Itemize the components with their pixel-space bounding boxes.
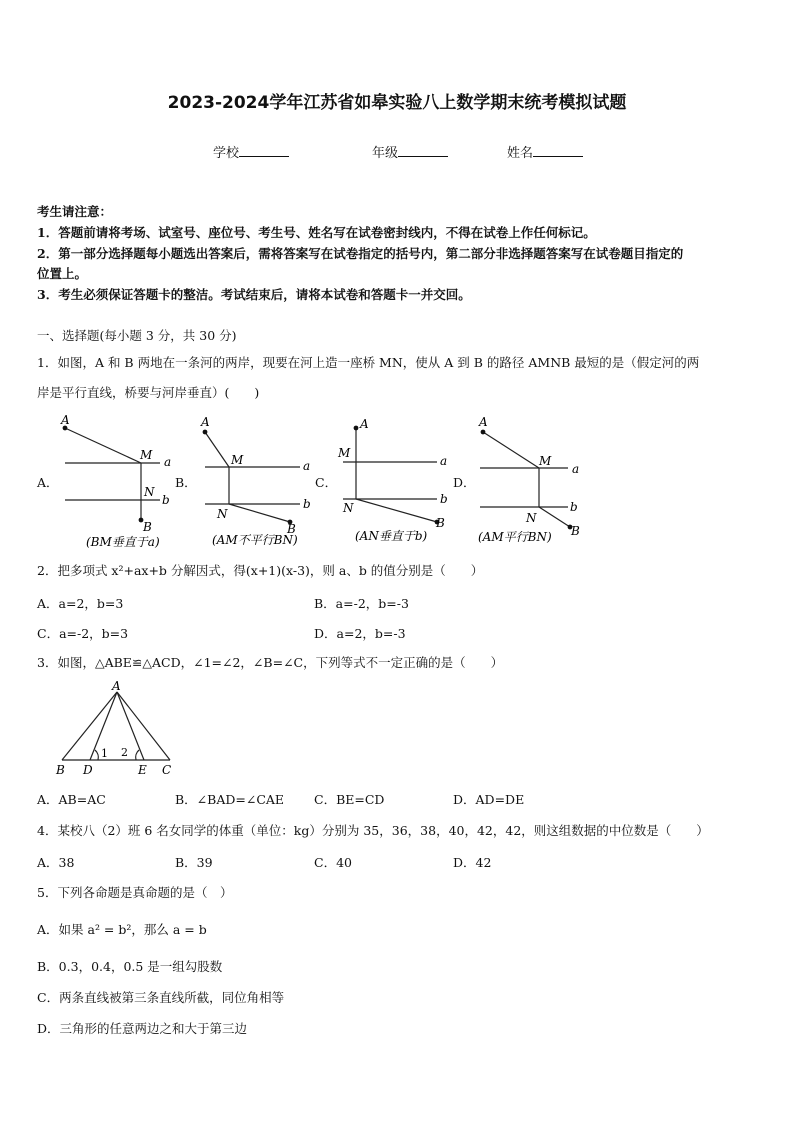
- q2-option-d: D．a=2，b=-3: [314, 626, 406, 641]
- q1a-caption: (BM垂直于a): [86, 535, 160, 549]
- notice-heading: 考生请注意：: [37, 204, 113, 219]
- page-title: 2023-2024学年江苏省如皋实验八上数学期末统考模拟试题: [167, 93, 627, 113]
- q1c-point-a: [354, 426, 359, 431]
- q5-option-d: D．三角形的任意两边之和大于第三边: [37, 1021, 248, 1036]
- q1b-label-la: a: [303, 459, 311, 473]
- q1d-label-n: N: [526, 511, 537, 525]
- q1a-label-a: A: [61, 413, 70, 427]
- q1b-point-a: [203, 430, 208, 435]
- q1d-label-m: M: [539, 454, 552, 468]
- q3-option-c: C．BE=CD: [314, 792, 385, 807]
- q5-option-b: B．0.3，0.4，0.5 是一组勾股数: [37, 959, 223, 974]
- q1c-caption: (AN垂直于b): [355, 529, 428, 543]
- q4-option-c: C．40: [314, 855, 352, 870]
- q1a-label-la: a: [164, 455, 172, 469]
- q3-option-a: A．AB=AC: [37, 792, 106, 807]
- q1c-label-a: A: [360, 417, 369, 431]
- notice-item-3: 3．考生必须保证答题卡的整洁。考试结束后，请将本试卷和答题卡一并交回。: [37, 287, 471, 302]
- q1d-caption: (AM平行BN): [478, 530, 552, 544]
- q3-label-a: A: [112, 680, 121, 693]
- q1-figures: [0, 410, 794, 555]
- q1-stem-line1: 1．如图，A 和 B 两地在一条河的两岸，现要在河上造一座桥 MN，使从 A 到 B 的路径 AMNB 最短的是（假定河的两: [37, 355, 700, 370]
- grade-blank: [398, 144, 448, 157]
- q1b-label-lb: b: [303, 497, 311, 511]
- q1c-label-n: N: [343, 501, 354, 515]
- q2-option-a: A．a=2，b=3: [37, 596, 124, 611]
- q2-stem: 2．把多项式 x²+ax+b 分解因式，得(x+1)(x-3)，则 a、b 的值分别是（ ）: [37, 563, 484, 578]
- q3-label-b: B: [56, 763, 65, 777]
- q5-option-c: C．两条直线被第三条直线所截，同位角相等: [37, 990, 285, 1005]
- notice-item-2-cont: 位置上。: [37, 266, 88, 281]
- q4-option-d: D．42: [453, 855, 492, 870]
- q3-angle-2: 2: [121, 746, 128, 759]
- q3-triangle-figure: [40, 680, 200, 780]
- q4-option-b: B．39: [175, 855, 213, 870]
- grade-field: [372, 142, 448, 161]
- q3-label-c: C: [162, 763, 172, 777]
- q1a-label-m: M: [140, 448, 153, 462]
- q1b-label-a: A: [201, 415, 210, 429]
- q1-stem-line2: 岸是平行直线，桥要与河岸垂直）( ): [37, 385, 260, 400]
- q2-option-c: C．a=-2，b=3: [37, 626, 129, 641]
- q2-option-b: B．a=-2，b=-3: [314, 596, 409, 611]
- q3-stem: 3．如图，△ABE≌△ACD，∠1=∠2，∠B=∠C，下列等式不一定正确的是（ ）: [37, 655, 504, 670]
- notice-item-2: 2．第一部分选择题每小题选出答案后，需将答案写在试卷指定的括号内，第二部分非选择题答案写在试卷题目指定的: [37, 246, 684, 261]
- q3-label-e: E: [138, 763, 147, 777]
- q1-option-d: D．: [453, 475, 476, 490]
- q4-stem: 4．某校八（2）班 6 名女同学的体重（单位：kg）分别为 35，36，38，40，42，42，则这组数据的中位数是（ ）: [37, 823, 709, 838]
- grade-label: 年级: [372, 146, 399, 161]
- q1-option-b: B．: [175, 475, 197, 490]
- q1a-label-lb: b: [162, 493, 170, 507]
- q1b-caption: (AM不平行BN): [212, 533, 298, 547]
- q1-option-c: C．: [315, 475, 338, 490]
- q1b-label-b: B: [287, 522, 296, 536]
- q1b-label-n: N: [217, 507, 228, 521]
- q1d-point-a: [481, 430, 486, 435]
- q3-angle-1: 1: [101, 747, 108, 760]
- q3-option-d: D．AD=DE: [453, 792, 525, 807]
- q1d-label-lb: b: [570, 500, 578, 514]
- q1c-label-b: B: [436, 516, 445, 530]
- q1d-label-b: B: [571, 524, 580, 538]
- school-field: [213, 142, 289, 161]
- name-field: [507, 142, 583, 161]
- q1c-label-lb: b: [440, 492, 448, 506]
- name-blank: [533, 144, 583, 157]
- q1-option-a: A．: [37, 475, 59, 490]
- q5-option-a: A．如果 a² = b²，那么 a = b: [37, 922, 207, 937]
- school-blank: [239, 144, 289, 157]
- q4-option-a: A．38: [37, 855, 75, 870]
- q1b-label-m: M: [231, 453, 244, 467]
- name-label: 姓名: [507, 146, 534, 161]
- q1a-label-b: B: [143, 520, 152, 534]
- q3-option-b: B．∠BAD=∠CAE: [175, 792, 285, 807]
- q1d-label-a: A: [479, 415, 488, 429]
- q5-stem: 5．下列各命题是真命题的是（ ）: [37, 885, 233, 900]
- section-heading: 一、选择题(每小题 3 分，共 30 分): [37, 328, 237, 343]
- q1c-label-la: a: [440, 454, 448, 468]
- q1a-label-n: N: [144, 485, 155, 499]
- q1c-label-m: M: [338, 446, 351, 460]
- notice-item-1: 1．答题前请将考场、试室号、座位号、考生号、姓名写在试卷密封线内，不得在试卷上作任何标记。: [37, 225, 596, 240]
- q1d-label-la: a: [572, 462, 580, 476]
- school-label: 学校: [213, 146, 240, 161]
- q3-label-d: D: [83, 763, 93, 777]
